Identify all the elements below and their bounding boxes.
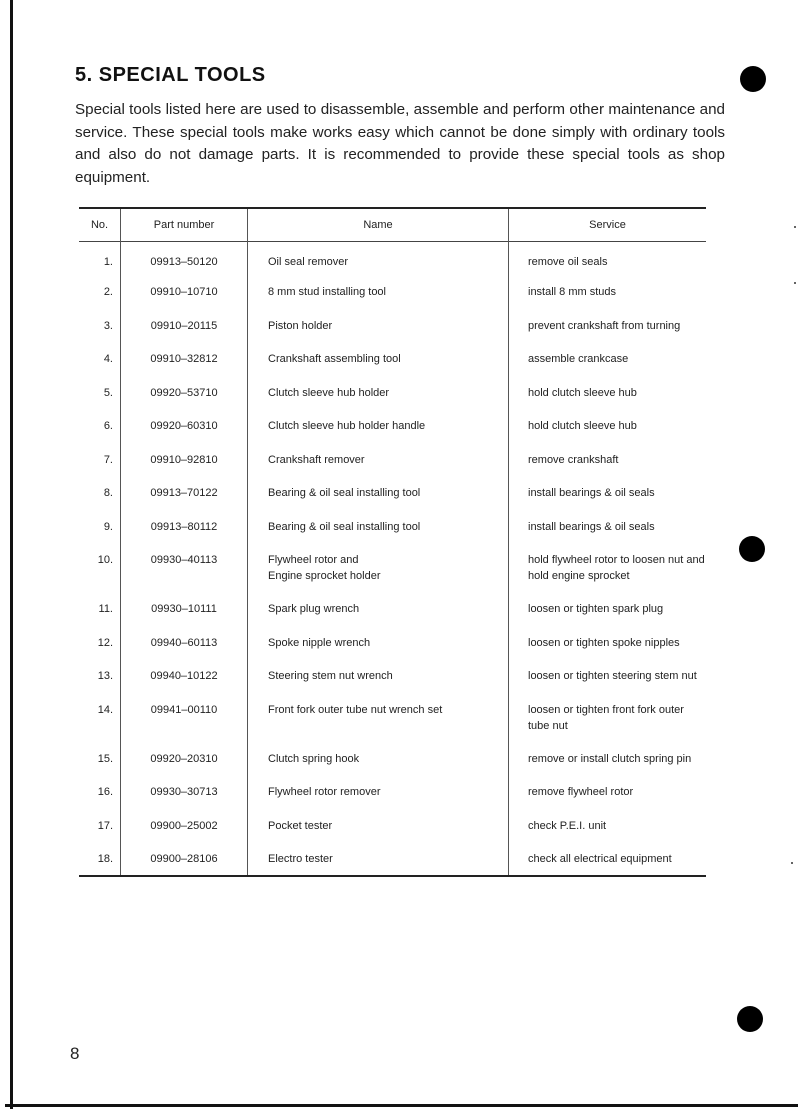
cell-no: 1. bbox=[79, 242, 121, 276]
cell-name: Flywheel rotor remover bbox=[248, 775, 509, 809]
cell-part-number: 09910–10710 bbox=[121, 275, 248, 309]
cell-service: install bearings & oil seals bbox=[528, 487, 655, 499]
page-bottom-border bbox=[5, 1104, 798, 1107]
cell-service: loosen or tighten front fork outer tube nut bbox=[528, 703, 684, 732]
section-title: 5. SPECIAL TOOLS bbox=[75, 64, 266, 86]
page-left-border bbox=[10, 0, 13, 1109]
punch-hole-icon bbox=[739, 536, 765, 562]
cell-service: assemble crankcase bbox=[528, 353, 629, 365]
table-row bbox=[79, 659, 706, 693]
header-no: No. bbox=[79, 208, 121, 242]
scan-speck bbox=[794, 282, 796, 284]
table-row bbox=[79, 742, 706, 776]
cell-service: check P.E.I. unit bbox=[528, 819, 607, 832]
header-service: Service bbox=[589, 219, 626, 231]
cell-service: remove flywheel rotor bbox=[528, 786, 634, 798]
page-number: 8 bbox=[70, 1044, 80, 1063]
cell-no: 11. bbox=[79, 592, 121, 626]
cell-no: 2. bbox=[79, 275, 121, 309]
cell-part-number: 09930–30713 bbox=[121, 775, 248, 809]
cell-service: remove or install clutch spring pin bbox=[528, 752, 692, 765]
cell-service: hold clutch sleeve hub bbox=[528, 386, 637, 399]
cell-name: Clutch sleeve hub holder bbox=[248, 376, 509, 410]
cell-no: 18. bbox=[79, 842, 121, 876]
cell-part-number: 09900–28106 bbox=[121, 842, 248, 876]
cell-service: remove oil seals bbox=[528, 256, 608, 268]
cell-part-number: 09900–25002 bbox=[121, 809, 248, 843]
cell-service: loosen or tighten spark plug bbox=[528, 603, 664, 615]
cell-service: hold clutch sleeve hub bbox=[528, 420, 637, 432]
cell-service: hold flywheel rotor to loosen nut and hold engine sprocket bbox=[528, 554, 705, 582]
table-row bbox=[79, 693, 706, 742]
special-tools-table bbox=[79, 207, 706, 877]
cell-no: 16. bbox=[79, 775, 121, 809]
table-row bbox=[79, 510, 706, 544]
cell-part-number: 09940–10122 bbox=[121, 659, 248, 693]
cell-name: Spark plug wrench bbox=[248, 592, 509, 626]
cell-name: Front fork outer tube nut wrench set bbox=[248, 693, 509, 742]
table-row bbox=[79, 626, 706, 660]
cell-name: Crankshaft remover bbox=[248, 443, 509, 477]
cell-service: loosen or tighten steering stem nut bbox=[528, 670, 697, 682]
table-row bbox=[79, 842, 706, 876]
cell-name: Flywheel rotor and Engine sprocket holder bbox=[248, 543, 509, 592]
cell-no: 12. bbox=[79, 626, 121, 660]
cell-name: Oil seal remover bbox=[248, 242, 509, 276]
cell-part-number: 09913–80112 bbox=[121, 510, 248, 544]
cell-name: Steering stem nut wrench bbox=[248, 659, 509, 693]
table-row bbox=[79, 443, 706, 477]
table-row bbox=[79, 409, 706, 443]
punch-hole-icon bbox=[740, 66, 766, 92]
table-row bbox=[79, 592, 706, 626]
cell-no: 6. bbox=[79, 409, 121, 443]
cell-name: Electro tester bbox=[248, 842, 509, 876]
cell-name: 8 mm stud installing tool bbox=[248, 275, 509, 309]
cell-service: remove crankshaft bbox=[528, 453, 619, 466]
cell-name: Clutch spring hook bbox=[248, 742, 509, 776]
cell-name: Bearing & oil seal installing tool bbox=[248, 510, 509, 544]
cell-part-number: 09920–60310 bbox=[121, 409, 248, 443]
scan-speck bbox=[791, 862, 793, 864]
table-body bbox=[79, 242, 706, 876]
cell-part-number: 09910–32812 bbox=[121, 342, 248, 376]
cell-part-number: 09910–92810 bbox=[121, 443, 248, 477]
table-header-row bbox=[79, 208, 706, 242]
cell-service: prevent crankshaft from turning bbox=[528, 319, 681, 332]
cell-part-number: 09930–10111 bbox=[121, 592, 248, 626]
header-name: Name bbox=[248, 208, 509, 242]
table-row bbox=[79, 775, 706, 809]
header-part-number: Part number bbox=[121, 208, 248, 242]
cell-part-number: 09930–40113 bbox=[121, 543, 248, 592]
cell-part-number: 09913–70122 bbox=[121, 476, 248, 510]
scan-speck bbox=[794, 226, 796, 228]
cell-part-number: 09920–53710 bbox=[121, 376, 248, 410]
table-row bbox=[79, 476, 706, 510]
cell-service: loosen or tighten spoke nipples bbox=[528, 636, 680, 649]
cell-name: Crankshaft assembling tool bbox=[248, 342, 509, 376]
table-row bbox=[79, 309, 706, 343]
cell-no: 9. bbox=[79, 510, 121, 544]
cell-name: Spoke nipple wrench bbox=[248, 626, 509, 660]
cell-no: 13. bbox=[79, 659, 121, 693]
punch-hole-icon bbox=[737, 1006, 763, 1032]
cell-part-number: 09910–20115 bbox=[121, 309, 248, 343]
cell-name: Clutch sleeve hub holder handle bbox=[248, 409, 509, 443]
cell-no: 10. bbox=[79, 543, 121, 592]
cell-no: 3. bbox=[79, 309, 121, 343]
cell-no: 14. bbox=[79, 693, 121, 742]
cell-part-number: 09940–60113 bbox=[121, 626, 248, 660]
cell-name: Piston holder bbox=[248, 309, 509, 343]
cell-no: 15. bbox=[79, 742, 121, 776]
cell-no: 7. bbox=[79, 443, 121, 477]
cell-name: Bearing & oil seal installing tool bbox=[248, 476, 509, 510]
table-row bbox=[79, 275, 706, 309]
cell-service: check all electrical equipment bbox=[528, 853, 672, 865]
table-row bbox=[79, 342, 706, 376]
table-row bbox=[79, 809, 706, 843]
cell-no: 4. bbox=[79, 342, 121, 376]
table-row bbox=[79, 376, 706, 410]
cell-part-number: 09920–20310 bbox=[121, 742, 248, 776]
cell-no: 8. bbox=[79, 476, 121, 510]
table-row bbox=[79, 543, 706, 592]
table-row bbox=[79, 242, 706, 276]
cell-part-number: 09913–50120 bbox=[121, 242, 248, 276]
cell-part-number: 09941–00110 bbox=[121, 693, 248, 742]
cell-service: install 8 mm studs bbox=[528, 286, 617, 298]
cell-no: 17. bbox=[79, 809, 121, 843]
cell-name: Pocket tester bbox=[248, 809, 509, 843]
cell-service: install bearings & oil seals bbox=[528, 520, 655, 533]
section-intro: Special tools listed here are used to disassemble, assemble and perform other maintenance and service. These special tools make works easy which cannot be done simply with ordinary tools and also do not damage parts. It is recommended to provide these special tools as shop equipment. bbox=[75, 101, 725, 186]
cell-no: 5. bbox=[79, 376, 121, 410]
